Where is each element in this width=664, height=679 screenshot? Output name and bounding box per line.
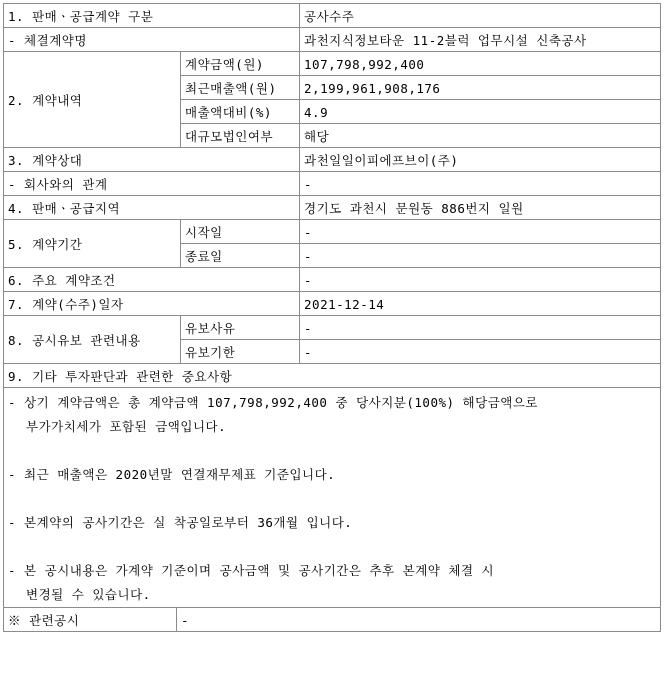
recent-sales-value: 2,199,961,908,176 [300,76,661,100]
contract-date-label: 7. 계약(수주)일자 [4,292,300,316]
row-other-matters [4,364,661,388]
main-terms-value: - [300,268,661,292]
related-disclosure-value: - [177,608,661,632]
main-terms-label: 6. 주요 계약조건 [4,268,300,292]
row-contract-amount [4,52,661,76]
deferral-deadline-label: 유보기한 [181,340,300,364]
note-spacer [8,535,656,559]
sales-ratio-value: 4.9 [300,100,661,124]
contract-type-label: 1. 판매ㆍ공급계약 구분 [4,4,300,28]
row-deferral-reason [4,316,661,340]
deferral-reason-label: 유보사유 [181,316,300,340]
related-disclosure-label: ※ 관련공시 [4,608,177,632]
contract-amount-value: 107,798,992,400 [300,52,661,76]
start-date-value: - [300,220,661,244]
contract-amount-label: 계약금액(원) [181,52,300,76]
contract-details-label: 2. 계약내역 [4,52,181,148]
contract-name-label: - 체결계약명 [4,28,300,52]
note-3: - 본계약의 공사기간은 실 착공일로부터 36개월 입니다. [8,515,353,530]
note-spacer [8,487,656,511]
deferral-label: 8. 공시유보 관련내용 [4,316,181,364]
row-main-terms [4,268,661,292]
counterparty-value: 과천일일이피에프브이(주) [300,148,661,172]
row-counterparty [4,148,661,172]
row-contract-date [4,292,661,316]
note-1-line-1: - 상기 계약금액은 총 계약금액 107,798,992,400 중 당사지분(100%) 해당금액으로 [8,395,538,410]
contract-disclosure-table [3,3,661,632]
row-related-disclosure [4,608,661,632]
note-4 [8,559,656,607]
supply-region-value: 경기도 과천시 문원동 886번지 일원 [300,196,661,220]
start-date-label: 시작일 [181,220,300,244]
large-corp-label: 대규모법인여부 [181,124,300,148]
counterparty-label: 3. 계약상대 [4,148,300,172]
contract-type-value: 공사수주 [300,4,661,28]
note-4-line-1: - 본 공시내용은 가계약 기준이며 공사금액 및 공사기간은 추후 본계약 체결 시 [8,563,495,578]
supply-region-label: 4. 판매ㆍ공급지역 [4,196,300,220]
row-notes [4,388,661,608]
contract-date-value: 2021-12-14 [300,292,661,316]
contract-period-label: 5. 계약기간 [4,220,181,268]
row-supply-region [4,196,661,220]
sales-ratio-label: 매출액대비(%) [181,100,300,124]
note-1-line-2: 부가가치세가 포함된 금액입니다. [26,419,227,434]
row-contract-type [4,4,661,28]
row-relationship [4,172,661,196]
deferral-deadline-value: - [300,340,661,364]
note-spacer [8,439,656,463]
row-period-start [4,220,661,244]
relationship-value: - [300,172,661,196]
contract-name-value: 과천지식정보타운 11-2블럭 업무시설 신축공사 [300,28,661,52]
row-contract-name [4,28,661,52]
note-1 [8,391,656,439]
note-4-line-2: 변경될 수 있습니다. [26,587,151,602]
deferral-reason-value: - [300,316,661,340]
end-date-label: 종료일 [181,244,300,268]
end-date-value: - [300,244,661,268]
other-matters-label: 9. 기타 투자판단과 관련한 중요사항 [4,364,661,388]
recent-sales-label: 최근매출액(원) [181,76,300,100]
notes-cell [4,388,661,608]
large-corp-value: 해당 [300,124,661,148]
relationship-label: - 회사와의 관계 [4,172,300,196]
note-2: - 최근 매출액은 2020년말 연결재무제표 기준입니다. [8,467,336,482]
